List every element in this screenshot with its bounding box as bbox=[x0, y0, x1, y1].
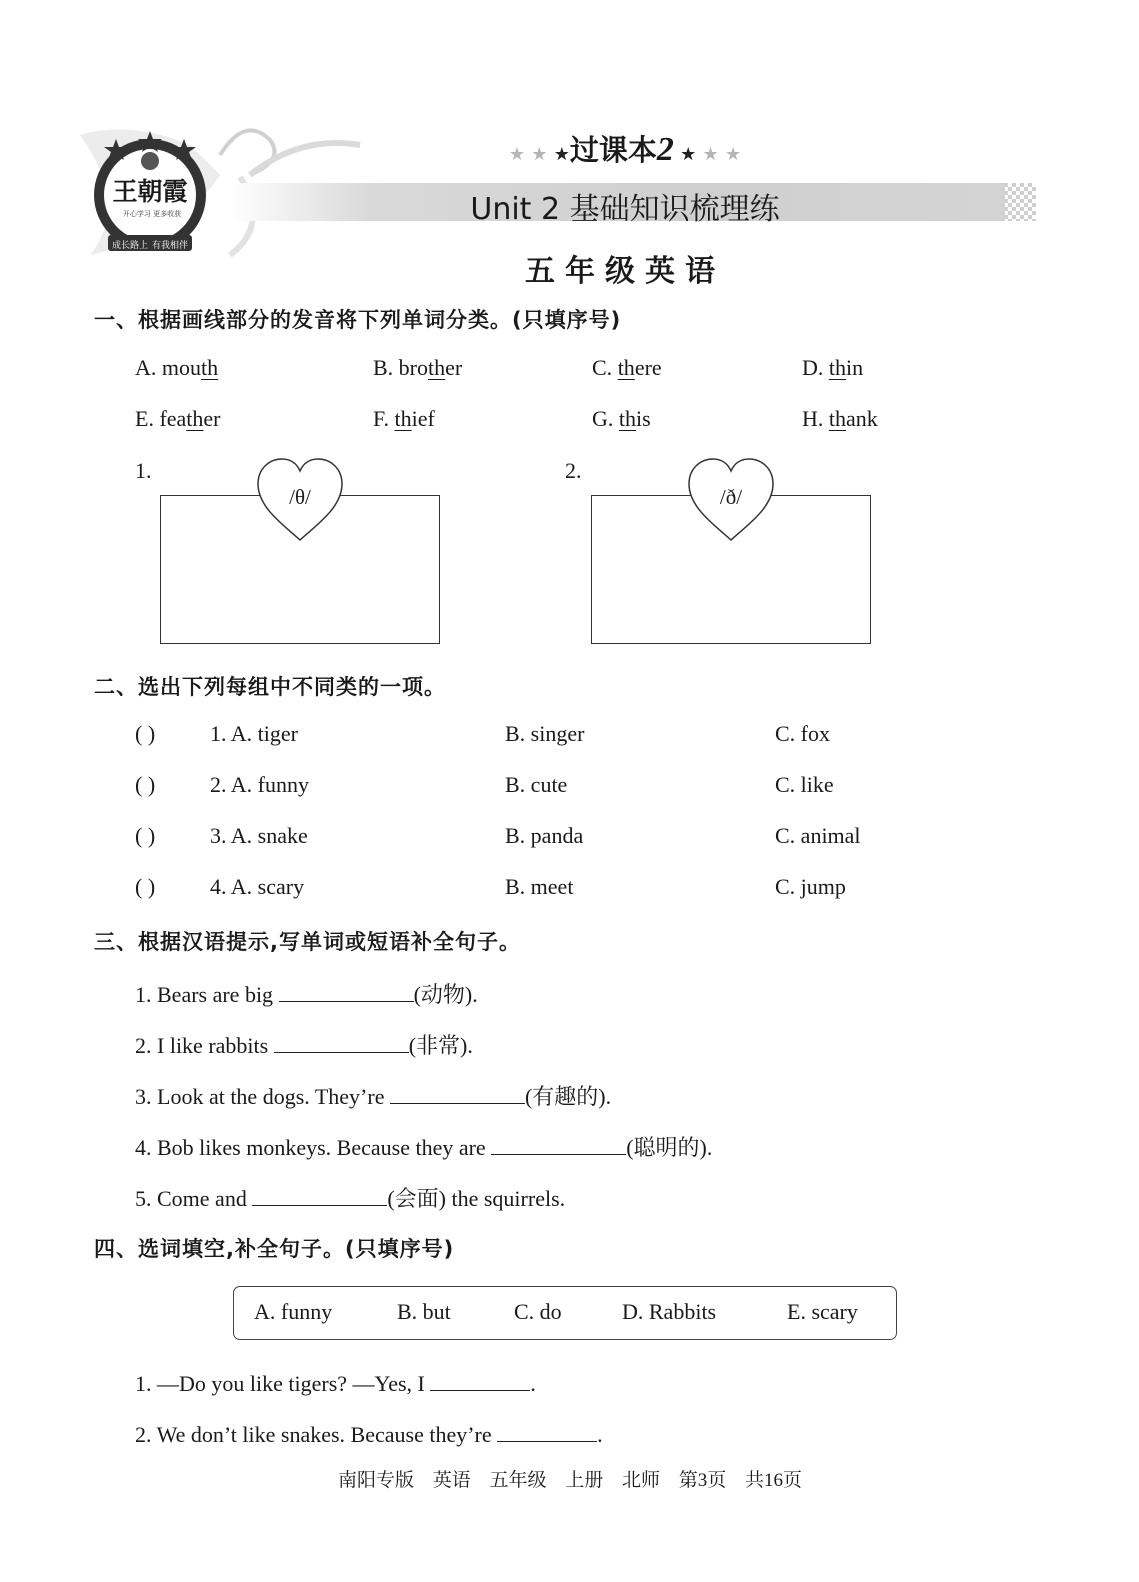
star-icon: ★ ★ bbox=[696, 144, 742, 165]
unit-title: Unit 2 基础知识梳理练 bbox=[470, 192, 780, 227]
word-option: H. thank bbox=[802, 406, 878, 431]
word-bank-item: C. do bbox=[514, 1299, 562, 1324]
choice-b: B. singer bbox=[505, 721, 585, 746]
box-number: 2. bbox=[565, 458, 582, 483]
word-bank-item: E. scary bbox=[787, 1299, 858, 1324]
word-option: A. mouth bbox=[135, 355, 219, 380]
choice-a: 2. A. funny bbox=[210, 772, 309, 797]
answer-blank[interactable] bbox=[274, 1028, 409, 1053]
choice-c: C. animal bbox=[775, 823, 861, 848]
section4-heading: 四、选词填空,补全句子。(只填序号) bbox=[94, 1237, 455, 1261]
word-bank-item: B. but bbox=[397, 1299, 451, 1324]
fill-sentence: 4. Bob likes monkeys. Because they are (聪明的). bbox=[135, 1130, 712, 1162]
phonetic-symbol: /ð/ bbox=[719, 485, 743, 509]
fill-sentence: 1. Bears are big (动物). bbox=[135, 977, 478, 1009]
logo-motto-right: 有我相伴 bbox=[152, 241, 189, 251]
choice-a: 3. A. snake bbox=[210, 823, 308, 848]
section2-heading: 二、选出下列每组中不同类的一项。 bbox=[94, 675, 446, 699]
fill-sentence: 2. We don’t like snakes. Because they’re . bbox=[135, 1417, 603, 1448]
section3-heading: 三、根据汉语提示,写单词或短语补全句子。 bbox=[94, 930, 521, 954]
answer-blank[interactable] bbox=[279, 977, 414, 1002]
answer-blank[interactable] bbox=[390, 1079, 525, 1104]
box-number: 1. bbox=[135, 458, 152, 483]
answer-blank[interactable] bbox=[491, 1130, 626, 1155]
subject-title: 五年级英语 bbox=[525, 255, 725, 288]
choice-c: C. fox bbox=[775, 721, 830, 746]
answer-blank[interactable] bbox=[497, 1417, 597, 1442]
choice-b: B. meet bbox=[505, 874, 574, 899]
answer-parentheses[interactable]: ( ) bbox=[135, 772, 156, 797]
word-bank bbox=[233, 1286, 897, 1340]
word-option: C. there bbox=[592, 355, 662, 380]
star-icon: ★ bbox=[553, 144, 570, 165]
page-footer: 南阳专版 英语 五年级 上册 北师 第3页 共16页 bbox=[337, 1470, 802, 1491]
choice-b: B. panda bbox=[505, 823, 584, 848]
fill-sentence: 2. I like rabbits (非常). bbox=[135, 1028, 473, 1060]
word-option: B. brother bbox=[373, 355, 463, 380]
fill-sentence: 3. Look at the dogs. They’re (有趣的). bbox=[135, 1079, 611, 1111]
star-icon: ★ bbox=[673, 144, 697, 165]
choice-c: C. like bbox=[775, 772, 834, 797]
logo-motto-left: 成长路上 bbox=[112, 241, 149, 251]
word-bank-item: A. funny bbox=[254, 1299, 333, 1324]
fill-sentence: 1. —Do you like tigers? —Yes, I . bbox=[135, 1366, 536, 1397]
word-option: F. thief bbox=[373, 406, 435, 431]
answer-blank[interactable] bbox=[430, 1366, 530, 1391]
answer-parentheses[interactable]: ( ) bbox=[135, 823, 156, 848]
star-icon: ★ ★ bbox=[508, 144, 554, 165]
word-bank-item: D. Rabbits bbox=[622, 1299, 717, 1324]
section1-heading: 一、根据画线部分的发音将下列单词分类。(只填序号) bbox=[94, 308, 622, 332]
phonetic-symbol: /θ/ bbox=[289, 485, 311, 509]
banner-checker-pattern bbox=[1000, 183, 1036, 221]
logo-text: 王朝霞 bbox=[112, 179, 188, 206]
word-option: D. thin bbox=[802, 355, 864, 380]
answer-parentheses[interactable]: ( ) bbox=[135, 721, 156, 746]
choice-a: 4. A. scary bbox=[210, 874, 305, 899]
choice-a: 1. A. tiger bbox=[210, 721, 298, 746]
choice-c: C. jump bbox=[775, 874, 846, 899]
word-option: G. this bbox=[592, 406, 651, 431]
answer-blank[interactable] bbox=[252, 1181, 387, 1206]
answer-parentheses[interactable]: ( ) bbox=[135, 874, 156, 899]
course-title: ★ ★ ★过课本2 ★ ★ ★ bbox=[508, 131, 742, 168]
choice-b: B. cute bbox=[505, 772, 568, 797]
word-option: E. feather bbox=[135, 406, 221, 431]
fill-sentence: 5. Come and (会面) the squirrels. bbox=[135, 1181, 565, 1213]
logo-small-line: 开心学习 更多收获 bbox=[122, 210, 182, 218]
